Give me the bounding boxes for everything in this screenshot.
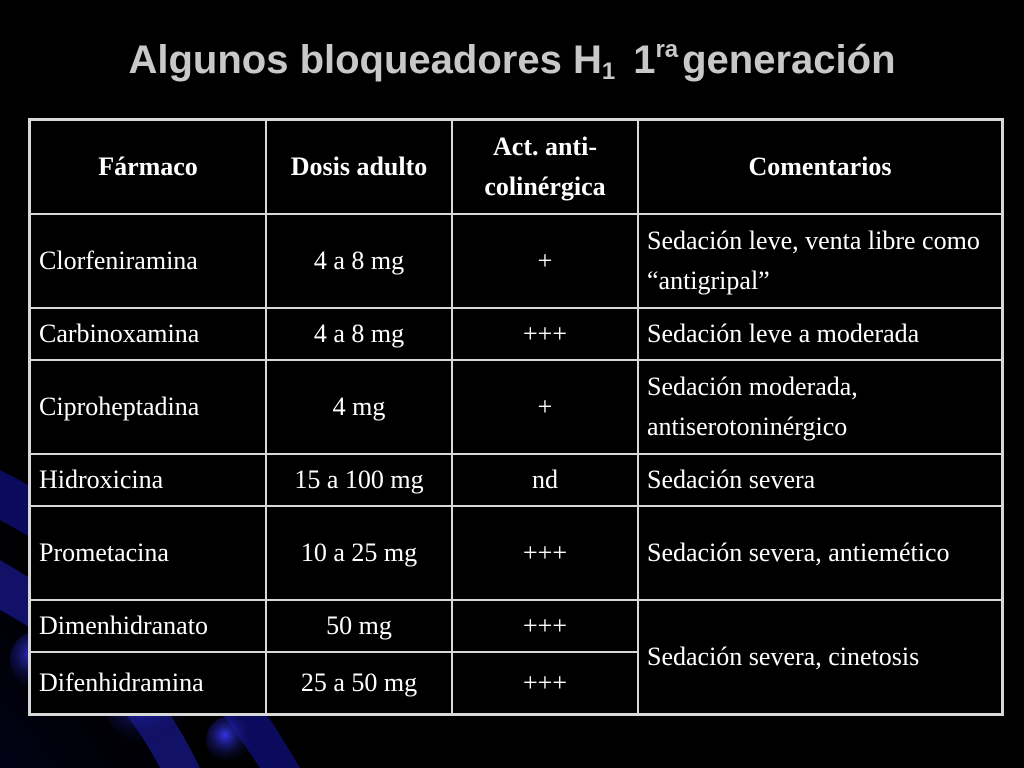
- slide-title: [0, 36, 1024, 86]
- header-anticholinergic: Act. anti-colinérgica: [452, 120, 638, 215]
- comments-cell: Sedación moderada, antiserotoninérgico: [638, 360, 1003, 454]
- antihistamine-table: [28, 118, 1004, 716]
- anticholinergic-cell: +++: [452, 652, 638, 715]
- title-subscript: 1: [601, 58, 616, 85]
- dose-cell: 15 a 100 mg: [266, 454, 452, 506]
- table-row: [30, 454, 1003, 506]
- table-header-row: [30, 120, 1003, 215]
- dose-cell: 25 a 50 mg: [266, 652, 452, 715]
- title-ordinal-superscript: ra: [655, 36, 679, 63]
- dose-cell: 4 a 8 mg: [266, 308, 452, 360]
- dose-cell: 50 mg: [266, 600, 452, 652]
- comments-cell: Sedación severa: [638, 454, 1003, 506]
- dose-cell: 4 mg: [266, 360, 452, 454]
- anticholinergic-cell: +: [452, 360, 638, 454]
- anticholinergic-cell: nd: [452, 454, 638, 506]
- dose-cell: 10 a 25 mg: [266, 506, 452, 600]
- comments-cell-merged: Sedación severa, cinetosis: [638, 600, 1003, 715]
- title-rest: generación: [682, 38, 896, 82]
- table-row: [30, 214, 1003, 308]
- comments-cell: Sedación severa, antiemético: [638, 506, 1003, 600]
- comments-cell: Sedación leve a moderada: [638, 308, 1003, 360]
- drug-cell: Clorfeniramina: [30, 214, 267, 308]
- header-drug: Fármaco: [30, 120, 267, 215]
- title-main: Algunos bloqueadores H: [128, 38, 602, 82]
- comments-cell: Sedación leve, venta libre como “antigripal”: [638, 214, 1003, 308]
- anticholinergic-cell: +++: [452, 308, 638, 360]
- drug-cell: Dimenhidranato: [30, 600, 267, 652]
- drug-cell: Ciproheptadina: [30, 360, 267, 454]
- anticholinergic-cell: +++: [452, 506, 638, 600]
- drug-cell: Prometacina: [30, 506, 267, 600]
- header-dose: Dosis adulto: [266, 120, 452, 215]
- anticholinergic-cell: +: [452, 214, 638, 308]
- table-row: [30, 600, 1003, 652]
- dose-cell: 4 a 8 mg: [266, 214, 452, 308]
- drug-cell: Carbinoxamina: [30, 308, 267, 360]
- table-row: [30, 506, 1003, 600]
- table-row: [30, 308, 1003, 360]
- header-comments: Comentarios: [638, 120, 1003, 215]
- drug-cell: Difenhidramina: [30, 652, 267, 715]
- title-ordinal: 1: [633, 38, 656, 82]
- table-row: [30, 360, 1003, 454]
- drug-cell: Hidroxicina: [30, 454, 267, 506]
- anticholinergic-cell: +++: [452, 600, 638, 652]
